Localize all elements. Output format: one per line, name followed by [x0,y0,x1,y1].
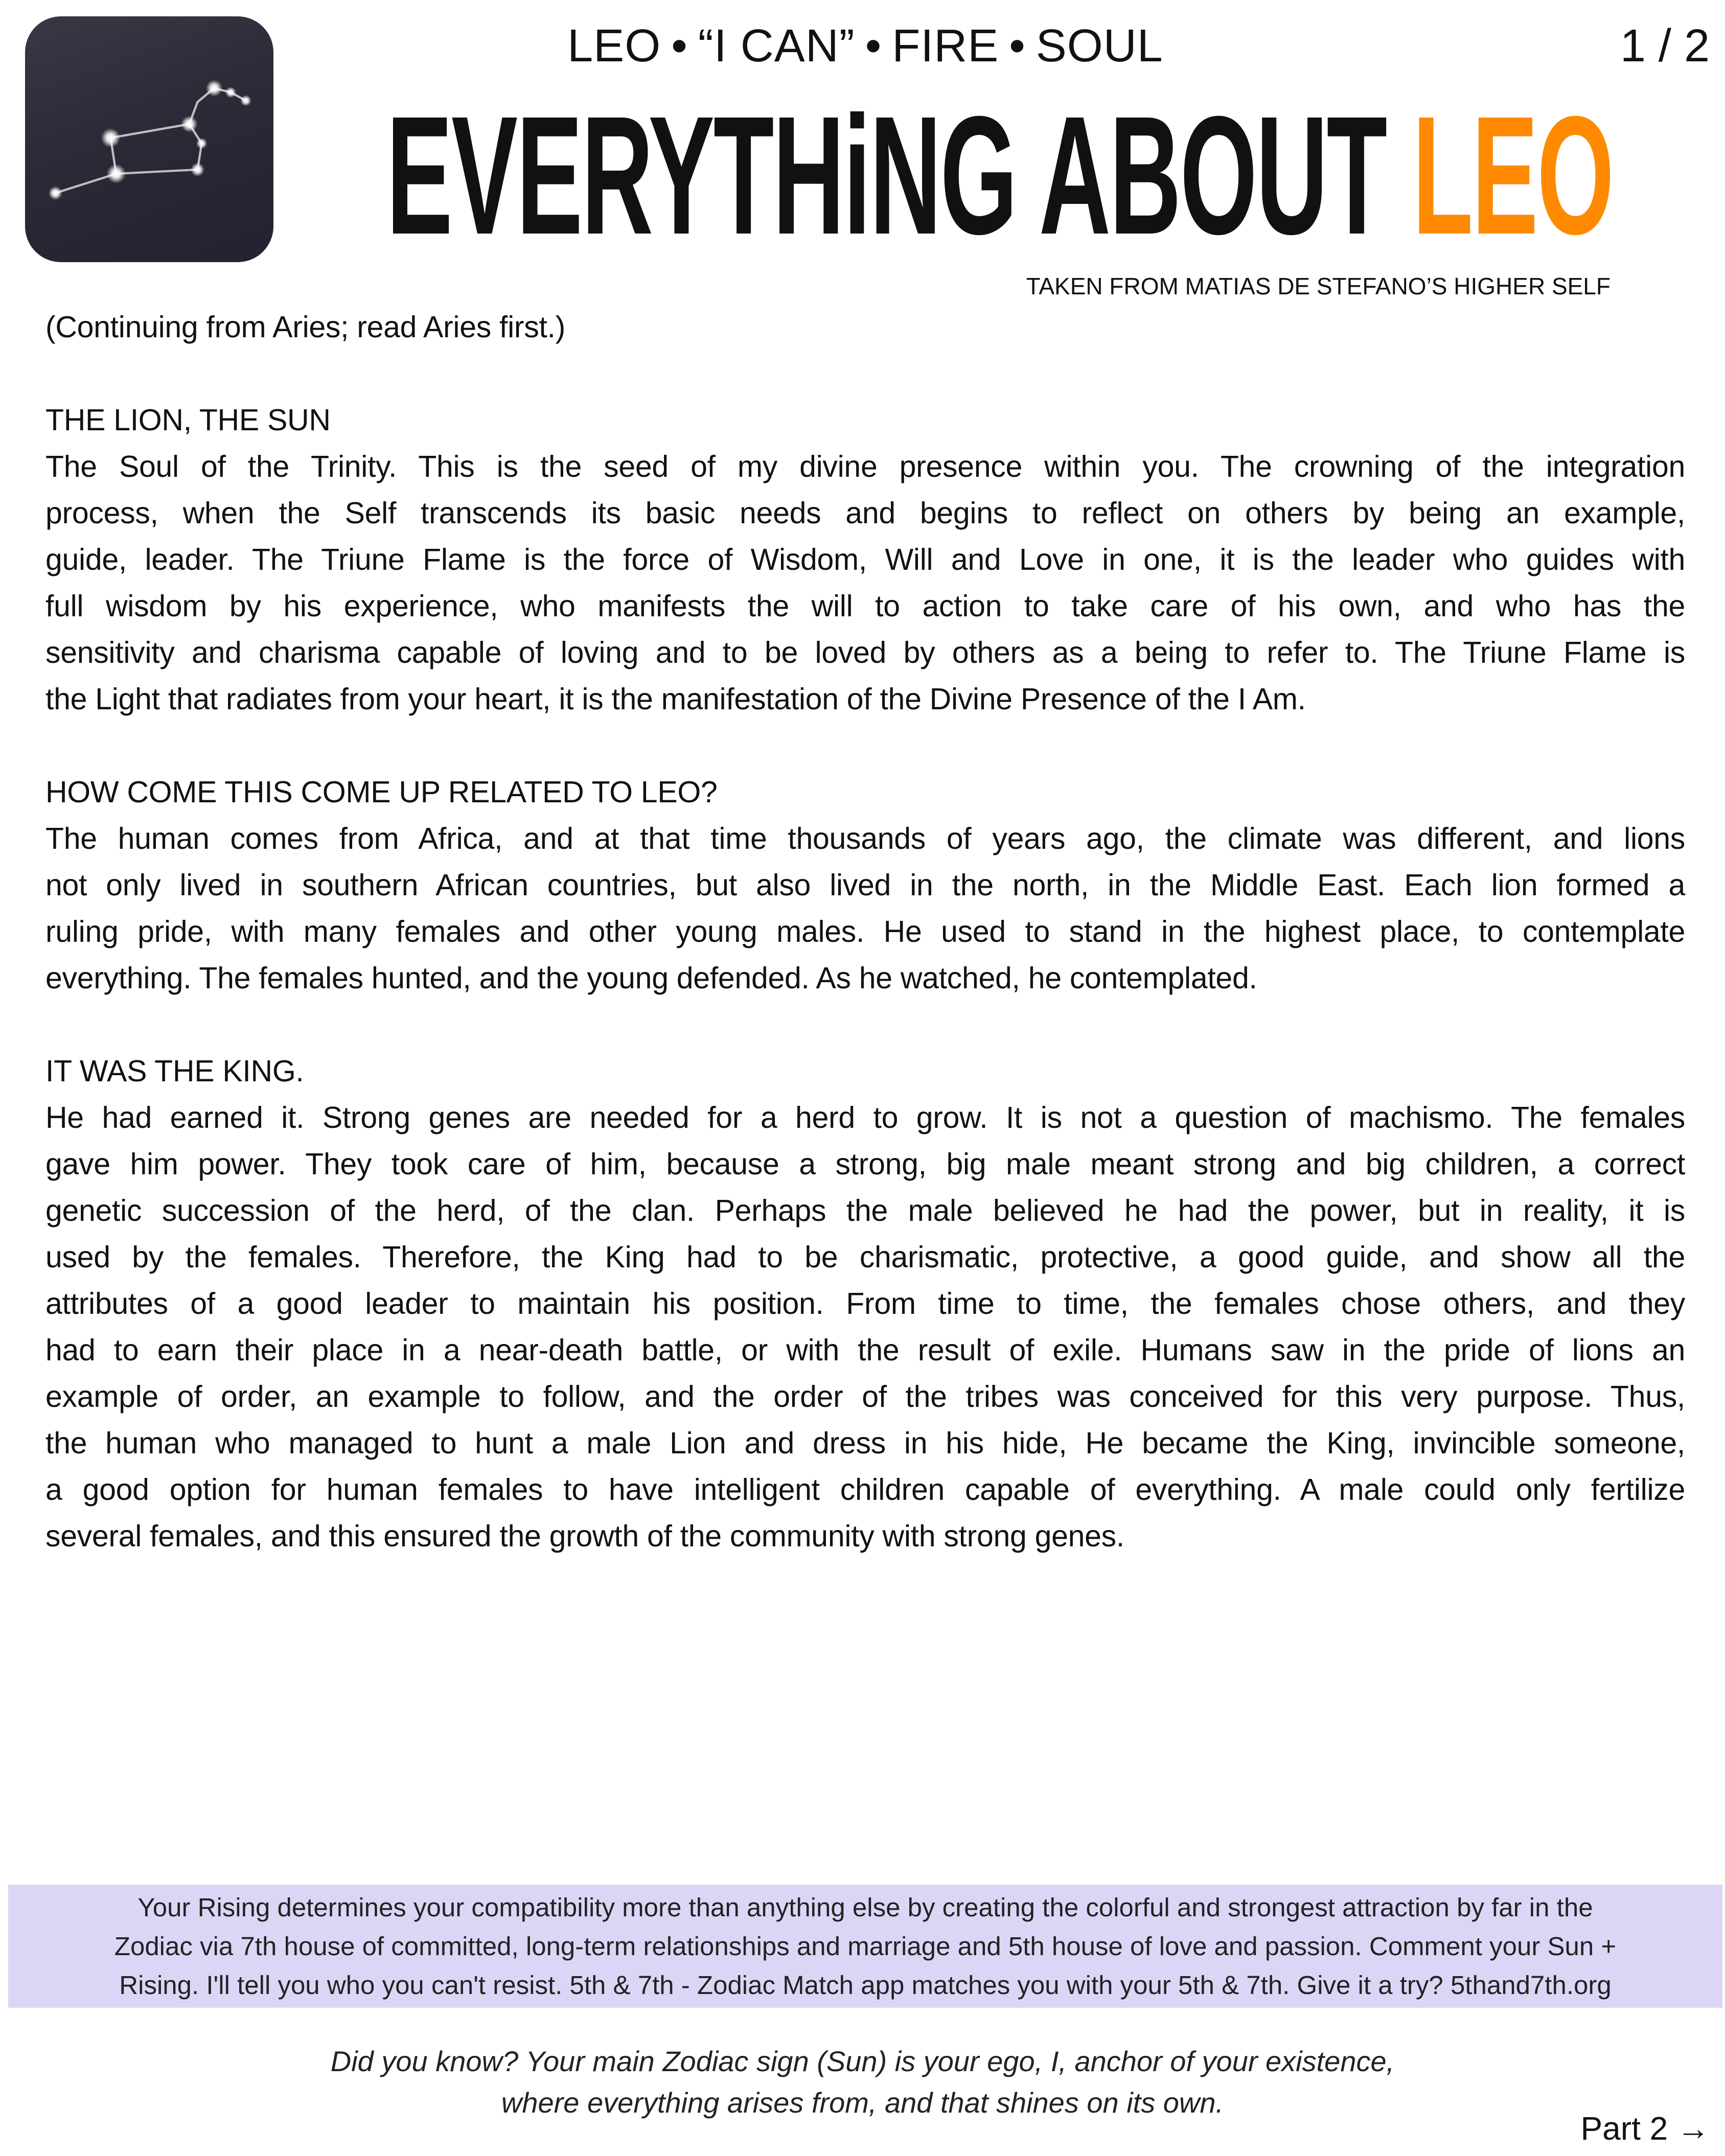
paragraph-line: used by the females. Therefore, the King had to be charismatic, protective, a good guide, and show all the [45,1240,1685,1274]
section-heading: HOW COME THIS COME UP RELATED TO LEO? [45,775,718,809]
paragraph-line: example of order, an example to follow, and the order of the tribes was conceived for this very purpose. Thus, [45,1380,1685,1413]
page-title [386,78,1613,272]
fact-line: where everything arises from, and that shines on its own. [501,2087,1224,2119]
paragraph-line: guide, leader. The Triune Flame is the force of Wisdom, Will and Love in one, it is the leader who guides with [45,543,1685,576]
paragraph-gap [45,1002,1685,1048]
article-body [45,304,1685,1560]
separator: • [671,20,688,72]
did-you-know-note [0,2041,1725,2123]
paragraph-line: not only lived in southern African countries, but also lived in the north, in the Middle East. Each lion formed a [45,868,1685,902]
title-accent: LEO [1412,81,1613,269]
paragraph-line: the human who managed to hunt a male Lion and dress in his hide, He became the King, invincible someone, [45,1426,1685,1460]
paragraph-line: everything. The females hunted, and the young defended. As he watched, he contemplated. [45,961,1257,995]
title-main: EVERYTHiNG ABOUT [386,81,1413,269]
page-count: 1 / 2 [1620,20,1710,72]
paragraph-line: process, when the Self transcends its basic needs and begins to reflect on others by being an example, [45,496,1685,530]
fact-line: Did you know? Your main Zodiac sign (Sun) is your ego, I, anchor of your existence, [330,2045,1395,2077]
paragraph-line: attributes of a good leader to maintain his position. From time to time, the females chose others, and they [45,1287,1685,1320]
tagline-aspect: SOUL [1036,20,1163,72]
section-heading: IT WAS THE KING. [45,1054,304,1088]
next-part-link[interactable]: Part 2 → [1580,2110,1710,2147]
tagline-sign: LEO [567,20,661,72]
tagline-element: FIRE [892,20,999,72]
section-heading: THE LION, THE SUN [45,403,331,437]
compatibility-promo-banner [8,1885,1722,2008]
paragraph-line: He had earned it. Strong genes are needed for a herd to grow. It is not a question of machismo. The females [45,1101,1685,1134]
paragraph-gap [45,723,1685,769]
leo-constellation-icon [25,16,273,262]
paragraph-line: gave him power. They took care of him, because a strong, big male meant strong and big children, a correct [45,1147,1685,1181]
paragraph-line: several females, and this ensured the growth of the community with strong genes. [45,1519,1124,1553]
separator: • [1009,20,1026,72]
paragraph-line: the Light that radiates from your heart, it is the manifestation of the Divine Presence of the I Am. [45,682,1306,716]
paragraph-line: ruling pride, with many females and other young males. He used to stand in the highest place, to contemplate [45,915,1685,948]
tagline-motto: “I CAN” [698,20,855,72]
paragraph-line: genetic succession of the herd, of the clan. Perhaps the male believed he had the power, but in reality, it is [45,1194,1685,1227]
paragraph-line: a good option for human females to have intelligent children capable of everything. A male could only fertilize [45,1473,1685,1506]
source-credit: TAKEN FROM MATIAS DE STEFANO’S HIGHER SELF [1026,273,1611,299]
promo-line: Rising. I'll tell you who you can't resist. 5th & 7th - Zodiac Match app matches you with your 5th & 7th. Give it a try? 5thand7th.org [119,1970,1612,2000]
promo-line: Zodiac via 7th house of committed, long-term relationships and marriage and 5th house of love and passion. Comment your Sun + [114,1932,1617,1961]
intro-text: (Continuing from Aries; read Aries first.) [45,310,565,344]
separator: • [865,20,882,72]
paragraph-line: sensitivity and charisma capable of loving and to be loved by others as a being to refer to. The Triune Flame is [45,636,1685,669]
paragraph-gap [45,351,1685,397]
paragraph-line: The Soul of the Trinity. This is the seed of my divine presence within you. The crowning of the integration [45,450,1685,483]
paragraph-line: The human comes from Africa, and at that time thousands of years ago, the climate was different, and lions [45,822,1685,855]
paragraph-line: had to earn their place in a near-death battle, or with the result of exile. Humans saw in the pride of lions an [45,1333,1685,1367]
sign-tagline [460,15,1271,77]
promo-line: Your Rising determines your compatibility more than anything else by creating the colorful and strongest attraction by far in the [137,1893,1593,1922]
paragraph-line: full wisdom by his experience, who manifests the will to action to take care of his own, and who has the [45,589,1685,623]
